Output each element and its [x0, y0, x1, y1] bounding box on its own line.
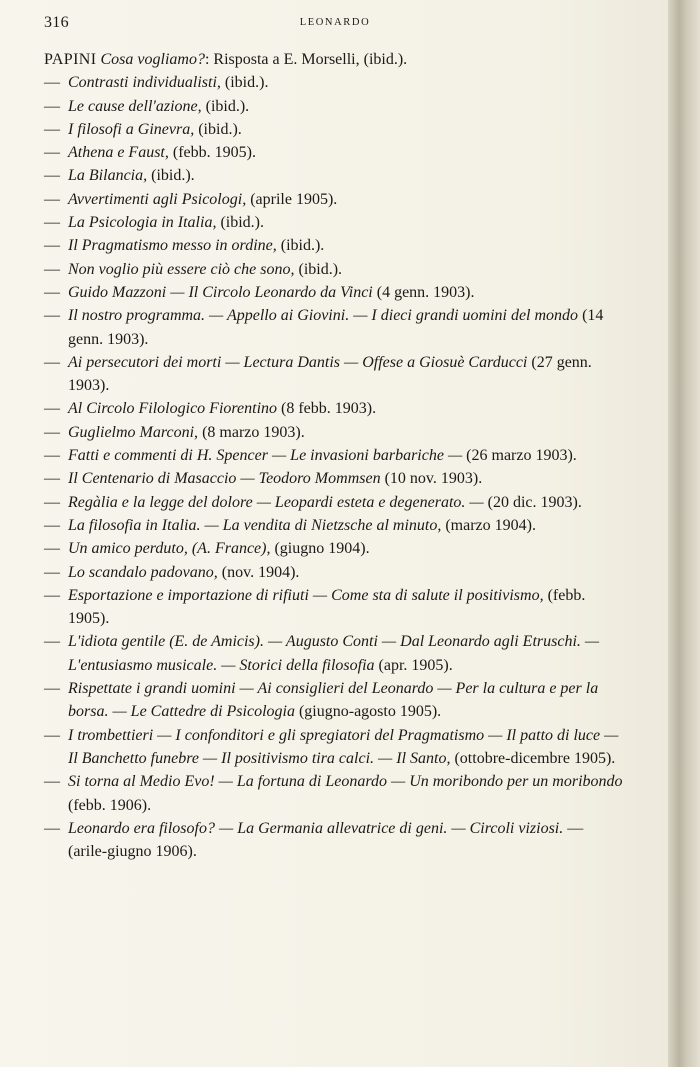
entry-title: I filosofi a Ginevra, — [68, 120, 195, 138]
entry-date: (febb. 1905). — [168, 144, 256, 162]
bibliography-entry — [44, 514, 626, 537]
entry-dash: — — [44, 283, 60, 301]
entry-dash: — — [44, 167, 60, 185]
entry-title: Avvertimenti agli Psicologi, — [68, 190, 247, 208]
book-gutter — [668, 0, 700, 1067]
entry-dash: — — [44, 773, 60, 791]
bibliography-entry — [44, 188, 626, 211]
entry-dash: — — [44, 214, 60, 232]
entry-title: Athena e Faust, — [68, 144, 169, 162]
entry-date: (ibid.). — [194, 120, 242, 138]
bibliography-entry — [44, 444, 626, 467]
entry-title: Il Centenario di Masaccio — Teodoro Mommsen — [68, 470, 381, 488]
entry-date: (26 marzo 1903). — [462, 447, 577, 465]
entry-title: Al Circolo Filologico Fiorentino — [68, 400, 278, 418]
entry-title: Guido Mazzoni — Il Circolo Leonardo da Vinci — [68, 283, 373, 301]
entry-date: (nov. 1904). — [217, 563, 300, 581]
bibliography-entry — [44, 211, 626, 234]
entry-date: (febb. 1905). — [68, 586, 586, 628]
bibliography-entry — [44, 234, 626, 257]
entry-date: (ibid.). — [201, 97, 250, 115]
entry-title: La Bilancia, — [68, 167, 148, 185]
entry-title: Contrasti individualisti, — [68, 74, 221, 92]
bibliography-entry — [44, 561, 626, 584]
page-header — [44, 14, 626, 34]
author-name: PAPINI — [44, 51, 97, 68]
bibliography-entry — [44, 491, 626, 514]
entry-dash: — — [44, 680, 60, 698]
page-number: 316 — [44, 14, 69, 31]
running-head: LEONARDO — [299, 17, 371, 28]
entry-dash: — — [44, 563, 60, 581]
bibliography-entry — [44, 258, 626, 281]
bibliography-entry — [44, 467, 626, 490]
entry-dash: — — [44, 74, 60, 92]
bibliography-entry — [44, 351, 626, 398]
bibliography-entry — [44, 141, 626, 164]
entry-dash: — — [44, 516, 60, 534]
entry-dash: — — [44, 470, 60, 488]
entry-dash: — — [44, 493, 60, 511]
entry-title: Cosa vogliamo? — [100, 51, 205, 68]
entry-date: (febb. 1906). — [68, 796, 152, 814]
entry-title: Fatti e commenti di H. Spencer — Le invasioni barbariche — — [68, 447, 463, 465]
entry-title: Si torna al Medio Evo! — La fortuna di Leonardo — Un moribondo per un moribondo — [68, 773, 623, 791]
entry-date: (ibid.). — [276, 237, 325, 255]
entry-dash: — — [44, 819, 60, 837]
entry-title: Il nostro programma. — Appello ai Giovini. — I dieci grandi uomini del mondo — [68, 307, 579, 325]
bibliography-entry — [44, 630, 626, 677]
entry-date: (marzo 1904). — [441, 516, 536, 534]
bibliography-entry — [44, 304, 626, 351]
entry-date: (aprile 1905). — [246, 190, 338, 208]
entry-title: La Psicologia in Italia, — [68, 214, 217, 232]
entry-title: Regàlia e la legge del dolore — Leopardi esteta e degenerato. — — [68, 493, 484, 511]
entry-dash: — — [44, 447, 60, 465]
entry-date: (giugno 1904). — [270, 540, 370, 558]
entry-dash: — — [44, 144, 60, 162]
entry-title: Il Pragmatismo messo in ordine, — [68, 237, 277, 255]
entry-title: Le cause dell'azione, — [68, 97, 202, 115]
entry-date: — (arile-giugno 1906). — [68, 819, 584, 861]
entry-dash: — — [44, 540, 60, 558]
bibliography-entry — [44, 281, 626, 304]
entry-title: Lo scandalo padovano, — [68, 563, 218, 581]
entry-dash: — — [44, 97, 60, 115]
entry-title: L'idiota gentile (E. de Amicis). — Augusto Conti — Dal Leonardo agli Etruschi. — L'entusiasmo musicale. — Storici della filosofia — [68, 633, 600, 674]
entry-title: Ai persecutori dei morti — Lectura Dantis — Offese a Giosuè Carducci — [68, 353, 528, 371]
entry-date: (8 marzo 1903). — [198, 423, 305, 441]
bibliography-entry — [44, 397, 626, 420]
entry-date: : Risposta a E. Morselli, (ibid.). — [204, 51, 408, 68]
entry-date: (14 genn. 1903). — [68, 307, 604, 348]
entry-title: Rispettate i grandi uomini — Ai consiglieri del Leonardo — Per la cultura e per la borsa. — Le Cattedre di Psicologia — [68, 680, 599, 721]
entry-dash: — — [44, 260, 60, 278]
entry-title: Guglielmo Marconi, — [68, 423, 199, 441]
entry-date: (27 genn. 1903). — [68, 353, 592, 395]
bibliography-entry — [44, 724, 626, 771]
bibliography-list — [44, 48, 626, 863]
entry-title: Leonardo era filosofo? — La Germania allevatrice di geni. — Circoli viziosi. — [68, 819, 564, 837]
entry-date: (20 dic. 1903). — [483, 493, 582, 511]
entry-dash: — — [44, 726, 60, 744]
entry-title: Un amico perduto, (A. France), — [68, 540, 271, 558]
entry-date: (apr. 1905). — [374, 656, 453, 674]
bibliography-entry — [44, 118, 626, 141]
entry-dash: — — [44, 307, 60, 325]
entry-date: (8 febb. 1903). — [277, 400, 377, 418]
bibliography-entry — [44, 71, 626, 94]
entry-title: Esportazione e importazione di rifiuti — Come sta di salute il positivismo, — [68, 586, 544, 604]
bibliography-entry — [44, 421, 626, 444]
entry-date: (giugno-agosto 1905). — [294, 703, 442, 721]
entry-dash: — — [44, 237, 60, 255]
entry-date: (ibid.). — [294, 260, 343, 278]
bibliography-entry — [44, 95, 626, 118]
bibliography-entry — [44, 584, 626, 631]
entry-dash: — — [44, 633, 60, 651]
bibliography-entry — [44, 677, 626, 724]
entry-date: (ibid.). — [220, 74, 269, 92]
entry-title: I trombettieri — I confonditori e gli spregiatori del Pragmatismo — Il patto di luce — Il Banchetto funebre — Il positivismo tira calci. — Il Santo, — [68, 726, 619, 767]
entry-dash: — — [44, 190, 60, 208]
entry-title: La filosofia in Italia. — La vendita di Nietzsche al minuto, — [68, 516, 442, 534]
bibliography-entry — [44, 817, 626, 864]
bibliography-entry — [44, 48, 626, 71]
entry-date: (ibid.). — [147, 167, 195, 185]
bibliography-entry — [44, 164, 626, 187]
entry-title: Non voglio più essere ciò che sono, — [68, 260, 295, 278]
entry-dash: — — [44, 400, 60, 418]
entry-date: (ottobre-dicembre 1905). — [450, 749, 616, 767]
entry-dash: — — [44, 586, 60, 604]
bibliography-entry — [44, 770, 626, 817]
entry-date: (4 genn. 1903). — [372, 283, 475, 301]
entry-dash: — — [44, 120, 60, 138]
entry-date: (ibid.). — [216, 214, 264, 232]
bibliography-entry — [44, 537, 626, 560]
entry-date: (10 nov. 1903). — [380, 470, 483, 488]
entry-dash: — — [44, 423, 60, 441]
entry-dash: — — [44, 353, 60, 371]
